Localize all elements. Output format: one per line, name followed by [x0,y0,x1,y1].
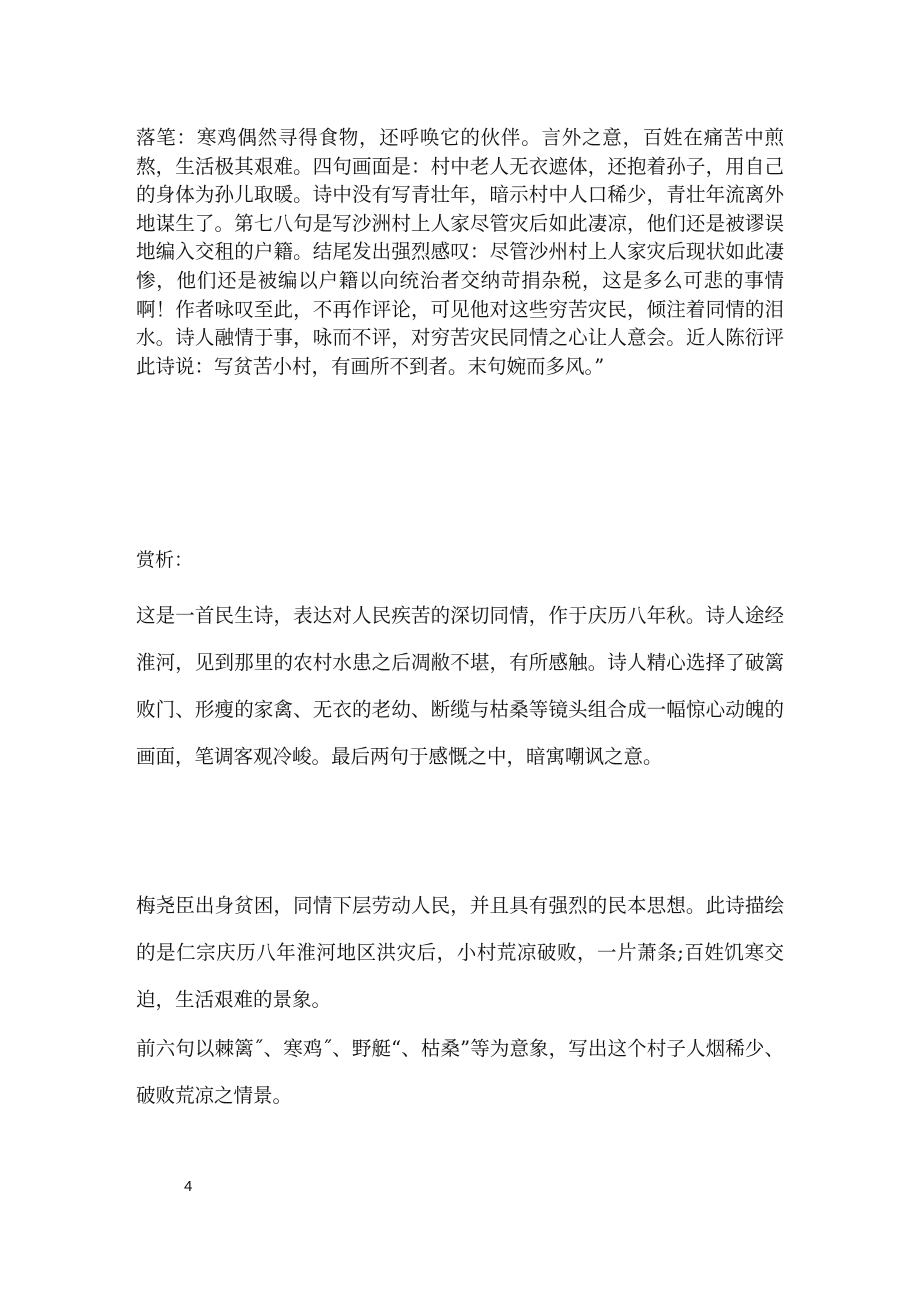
imagery-paragraph: 前六句以棘篱˝、寒鸡˝、野艇“、枯桑”等为意象，写出这个村子人烟稀少、破败荒凉之情景。 [136,1037,784,1107]
background-paragraph: 梅尧臣出身贫困，同情下层劳动人民，并且具有强烈的民本思想。此诗描绘的是仁宗庆历八年淮河地区洪灾后，小村荒凉破败，一片萧条;百姓饥寒交迫，生活艰难的景象。 [136,894,784,1011]
analysis-paragraph: 落笔：寒鸡偶然寻得食物，还呼唤它的伙伴。言外之意，百姓在痛苦中煎熬，生活极其艰难。四句画面是：村中老人无衣遮体，还抱着孙子，用自己的身体为孙儿取暖。诗中没有写青壮年，暗示村中人口稀少，青壮年流离外地谋生了。第七八句是写沙洲村上人家尽管灾后如此凄凉，他们还是被谬误地编入交租的户籍。结尾发出强烈感叹：尽管沙州村上人家灾后现状如此凄惨，他们还是被编以户籍以向统治者交纳苛捐杂税，这是多么可悲的事情啊！作者咏叹至此，不再作评论，可见他对这些穷苦灾民，倾注着同情的泪水。诗人融情于事，咏而不评，对穷苦灾民同情之心让人意会。近人陈衍评此诗说：写贫苦小村，有画所不到者。末句婉而多风。” [136,126,784,378]
page-number: 4 [184,1178,193,1195]
appreciation-paragraph: 这是一首民生诗，表达对人民疾苦的深切同情，作于庆历八年秋。诗人途经淮河，见到那里的农村水患之后凋敝不堪，有所感触。诗人精心选择了破篱败门、形瘦的家禽、无衣的老幼、断缆与枯桑等镜头组合成一幅惊心动魄的画面，笔调客观冷峻。最后两句于感慨之中，暗寓嘲讽之意。 [136,604,784,768]
appreciation-heading: 赏析： [136,549,194,571]
